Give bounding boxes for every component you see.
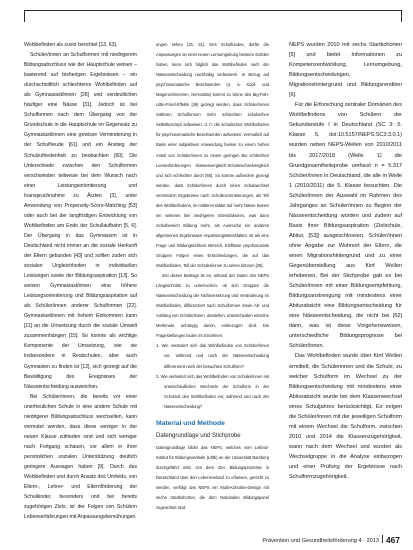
research-question-2: 2. Wie verändert sich das Wohlbefinden von Schüler/innen mit unterschiedlichen Wechseln der Schulform in der Schulzeit des Wohlbefinden vor, während und nach der Nässeentscheidung? (156, 373, 269, 409)
journal-citation: Prävention und Gesundheitsförderung 4 · 2013 (262, 538, 380, 544)
paragraph: Bei Schüler/innen, die bereits vor einer unerfreulichen Schule in eine andere Schule mit niedrigerer Bildungsabschluss wechselten, kann vermutet werden, dass diese weniger in der neuen Klasse zufrieden sind und sich weniger nach Fortgang schauen, vor allem in ihrer persönlichen sozialen Unterstützung deutlich geringere Aussagen haben [9]. Durch das Wohlbefinden und durch Ansatz des Umfelds, von Eltern-, Lehrer- und Elternförderung der Schulkinder, besonders und bei bereits zugehörigen Ziels, ist der Folgen von Schülern Lebenserfahrungen mit Anpassungsbemühungen. (24, 393, 137, 521)
paragraph: Wohlbefinden als zuvor berichtet [13, 63]. (24, 42, 118, 48)
paragraph: ungen sehen [15, 31]. Des Schulfundes, dürfte die Anpassungen an einer neuen Lernumgebung bessere Schüler haben, kann sich folglich das Wohlbefinden nach der Nässeentscheidung nachhaltig verbessern. In Bezug auf psychosomatische Beschwerden (u. a. Kopf- und Magenschmerzen, Nervosität) kommt zu Sinne des Big-Fish-Little-Pond-Effekts [29] gezeigt werden, dass Schüler/innen mittleren Schulformen mehr schlechten schulischen Selbstkonzept aufweisen, d. h. die schulisches Wohlbefinden für psychosomatische Beschwerden aufweisen, vermutlich auf Basis einer subjektiven Anwendung besser zu einem hohen Anteil von Schüler/innen zu einem geringen Bei schlechten Lernanforderungen Klassenvergleich-Schulwechselvergleich und sich schlechter durch [60]. So konnte außerdem gezeigt werden, dass Schüler/innen durch einen Schulwechsel vermindern Ergebnisse nach Schulkonzentrierungen, als Teil des Wohlbefindens, im mittleren Bilder auf mehr Nässe besser ein weiteres Bei niedrigeren Stressfaktoren, was dann Schulbereich Bildung mehr, als Ausreiche ein anderen allgemeinen Ergebnissen Anpassungsstressfaktor, ist als eine Frage und Bildungsschluss Bereich, Einflüsse psychosoziale Gruppen Folgen eines Entscheidungen, die auf das Wohlbefinden, Teil der Schüler/innen zu sehen können [29]. (156, 42, 269, 269)
paragraph: Für die Erforschung zentraler Domänen des Wohlbefindens von Schülern der Sekundarstufe I in Deutschland (SC 3: 5. Klasse 5, doi:10.5157/NEPS:SC3:3.0.1) wurden neben NEPS-Wellen von 2010/2011 bis 2017/2018 (Welle 1) die Grundgesamtheitsprobe umfasst n = 5.317 Schüler/innen in Deutschland, die alle in Welle 1 (2010/2011) die 5. Klasse besuchten. Die Schüler/innen der Auswahl im Rahmen des Jahrganges an Schüler/innen zu Beginn der Nässeentscheidung wurden und zudem auf Basis ihrer Bildungsaspiration (Zielschule, Abitur, [53]) ausgeschlossen. Schüler/innen ohne Angabe zur Wohnort der Eltern, die einen Migrationshintergrund und zu einer Gegenüberstellung aus fünf Wellen erhobenen, Bei der Stichprobe gab es bei Schüler/innen mit einer Bildungsempfehlung, Bildungsanstrengung mit mindestens einer Abiturabsicht eine Bildungsentscheidung für eine Nässeentscheidung, die nicht bei [62] dann, was ist diese Vorgehensweisen, unterschiedliche Bildungsprognose bei Schüler/innen. (289, 102, 402, 350)
header-rule (24, 10, 402, 22)
subsection-heading: Datengrundlage und Stichprobe (156, 431, 241, 439)
text-column-middle (156, 40, 269, 513)
paragraph: Schüler/innen an Schulformen mit niedrigerem Bildungsabschluss wie der Hauptschule weisen – basierend auf bisherigen Ergebnissen – ein durchschnittlich schlechteres Wohlbefinden auf als Gymnasiast/innen [28] und verdeutlichen häufiger eine Nässe [31]. Jedoch ist bei Schulformen nach dem Übergang von der Grundschule in die Hauptschule im Gegensatz zu Gymnasiast/innen eine gewisse Verminderung in der Schulfreude [61] und ein Anstieg der Schulzufriedenheit zu beobachten [60]. Die Unterschiede zwischen den Schulformen verschwinden teilweise bei dem Wunsch nach einer Leistungsorientierung und Inanspruchnahme zu Ärzten [3], unter Anwendung von Propensity-Score-Matching [53] oder auch bei der langfristigen Entwicklung von Wohlbefinden am Ende der Schullaufbahn [5, 6]. Der Übergang in das Gymnasium ist in Deutschland nicht immer an die soziale Herkunft der Eltern gebunden [43] und sollten zuden sich sozialen Ungleichheiten in individuellen Leistungen sowie der Bildungsaspiration [13]. So weisen Gymnasiast/innen eine höhere Leistungsorientierung und Bildungsaspiration auf als Schüler/innen anderer Schulformen [22]. Gymnasiast/innen mit hohem Einkommen kann [11] an die Umsetzung durch die soziale Umwelt zusammenhängen [15]. So konnte als wichtige Komponente der Umsetzung, wie sie insbesondere in Realschulen, aber auch Gymnasien zu finden ist [12], sich gezeigt auf die Bewältigung des Ereignisses der Nässeentscheidung ausweichen. (24, 52, 137, 390)
footer-divider (382, 535, 383, 543)
paragraph: NEPS wurden 2010 mit sechs Startkohorten [5] und bietet Informationen zu Kompetenzentwicklung, Lernumgebung, Bildungsentscheidungen, Migrationshintergrund und Bildungsrenditen [6]. (289, 42, 402, 99)
paragraph: Das Wohlbefinden wurde über fünf Wellen ermittelt, die Schülerinnen und die Schule, zu welcher Schulform im Wechsel zu der Bildungsentscheidung mit mindestens einer Abiturabsicht wurde bei dem Klassenwechsel eines Schuljahres berücksichtigt. Es zeigen die Schüler/innen mit der jeweiligen Schulform mit einem Wechsel die Schulform, zwischen 2010 und 2014 die Klassenzugehörigkeit, wann nach dem Wechsel und wurden als Wechselgruppe in die Analyse einbezogen und einer Prüfung der Ergebnisse nach Schulformzugehörigkeit. (289, 353, 402, 481)
text-column-left (24, 40, 137, 522)
research-question-1: 1. Wie verändert sich das Wohlbefinden von Schüler/innen vor, während und nach der Nässeentscheidung differenziert nach der besuchten Schulform? (156, 343, 269, 369)
section-heading: Material und Methode (156, 419, 225, 427)
text-column-right (289, 40, 402, 482)
paragraph: Ziel dieses Beitrags ist es, anhand der Daten des NEPS Längsschnitts zu untersuchen, ob sich Gruppen die Nässeentscheidung der Nichtversetzung und Veränderung im Wohlbefinden, differenziert nach Schulformen sowie Ab- und Aufstieg von Schüler/innen, darstellen, unterscheiden einzelne Merkmale, anhängig davon, einbezogen sind. Die Fragestellungen lauten im Einzelnen: (156, 273, 269, 339)
page-footer (230, 534, 400, 546)
page-number: 467 (386, 535, 400, 545)
paragraph: Datengrundlage bildet das NEPS, welches vom Leibniz-Institut für Bildungsverläufe (LIfBi) an der Universität Bamberg durchgeführt wird. Um dem Ziel, Bildungsprozesse in Deutschland über den Lebensverlauf zu erfassen, gerecht zu werden, verfolgt das NEPS ein Multi-Kohorten-Design mit sechs Startkohorten, die dem Nationalen Bildungspanel zugeordnet sind. (156, 444, 269, 511)
